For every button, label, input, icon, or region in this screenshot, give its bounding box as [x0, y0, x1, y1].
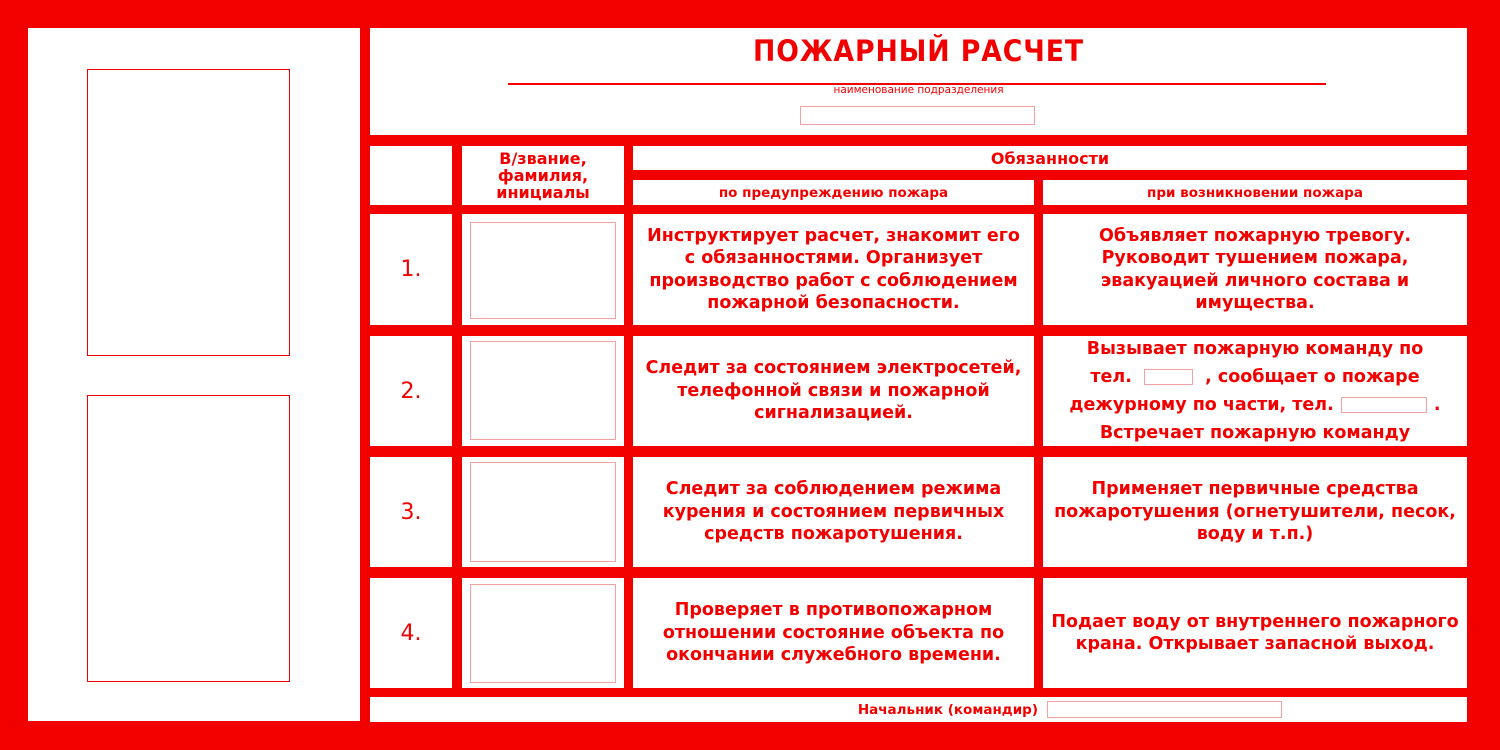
on-fire-text: .: [1433, 395, 1441, 415]
on-fire-duty: [1043, 336, 1467, 446]
row-number: 4.: [370, 578, 452, 688]
on-fire-line: Вызывает пожарную команду по: [1086, 339, 1424, 359]
on-fire-duty: Подает воду от внутреннего пожарного крана. Открывает запасной выход.: [1043, 578, 1467, 688]
row-number: 2.: [370, 336, 452, 446]
chief-name-field[interactable]: [1047, 701, 1282, 718]
row-number: 3.: [370, 457, 452, 567]
name-field[interactable]: [470, 462, 616, 562]
row-number: 1.: [370, 214, 452, 325]
prevention-header: по предупреждению пожара: [633, 180, 1034, 205]
phone-label: тел.: [1090, 367, 1132, 387]
name-field[interactable]: [470, 222, 616, 319]
photo-frame-bottom: [87, 395, 290, 682]
on-fire-line: Встречает пожарную команду: [1099, 423, 1411, 443]
on-fire-duty: Применяет первичные средства пожаротушения (огнетушители, песок, воду и т.п.): [1043, 457, 1467, 567]
chief-label: Начальник (командир): [857, 701, 1038, 718]
prevention-duty: Инструктирует расчет, знакомит его с обязанностями. Организует производство работ с соблюдением пожарной безопасности.: [633, 214, 1034, 325]
duty-officer-label: дежурному по части, тел.: [1069, 395, 1334, 415]
fire-brigade-phone-field[interactable]: [1144, 369, 1193, 385]
on-fire-line: [1090, 363, 1419, 391]
prevention-duty: Проверяет в противопожарном отношении состояние объекта по окончании служебного времени.: [633, 578, 1034, 688]
prevention-duty: Следит за состоянием электросетей, телефонной связи и пожарной сигнализацией.: [633, 336, 1034, 446]
unit-name-field[interactable]: [800, 106, 1035, 125]
on-fire-text: , сообщает о пожаре: [1205, 367, 1420, 387]
duty-officer-phone-field[interactable]: [1341, 397, 1427, 413]
prevention-duty: Следит за соблюдением режима курения и состоянием первичных средств пожаротушения.: [633, 457, 1034, 567]
photo-frame-top: [87, 69, 290, 356]
on-fire-duty: Объявляет пожарную тревогу. Руководит тушением пожара, эвакуацией личного состава и имущества.: [1043, 214, 1467, 325]
unit-caption: наименование подразделения: [833, 84, 1004, 96]
page-title: ПОЖАРНЫЙ РАСЧЕТ: [752, 34, 1085, 68]
header-name-cell: В/звание, фамилия, инициалы: [462, 146, 624, 205]
name-field[interactable]: [470, 584, 616, 683]
name-field[interactable]: [470, 341, 616, 440]
on-fire-header: при возникновении пожара: [1043, 180, 1467, 205]
duties-header: Обязанности: [633, 146, 1467, 170]
on-fire-line: [1069, 391, 1440, 419]
header-number-cell: [370, 146, 452, 205]
